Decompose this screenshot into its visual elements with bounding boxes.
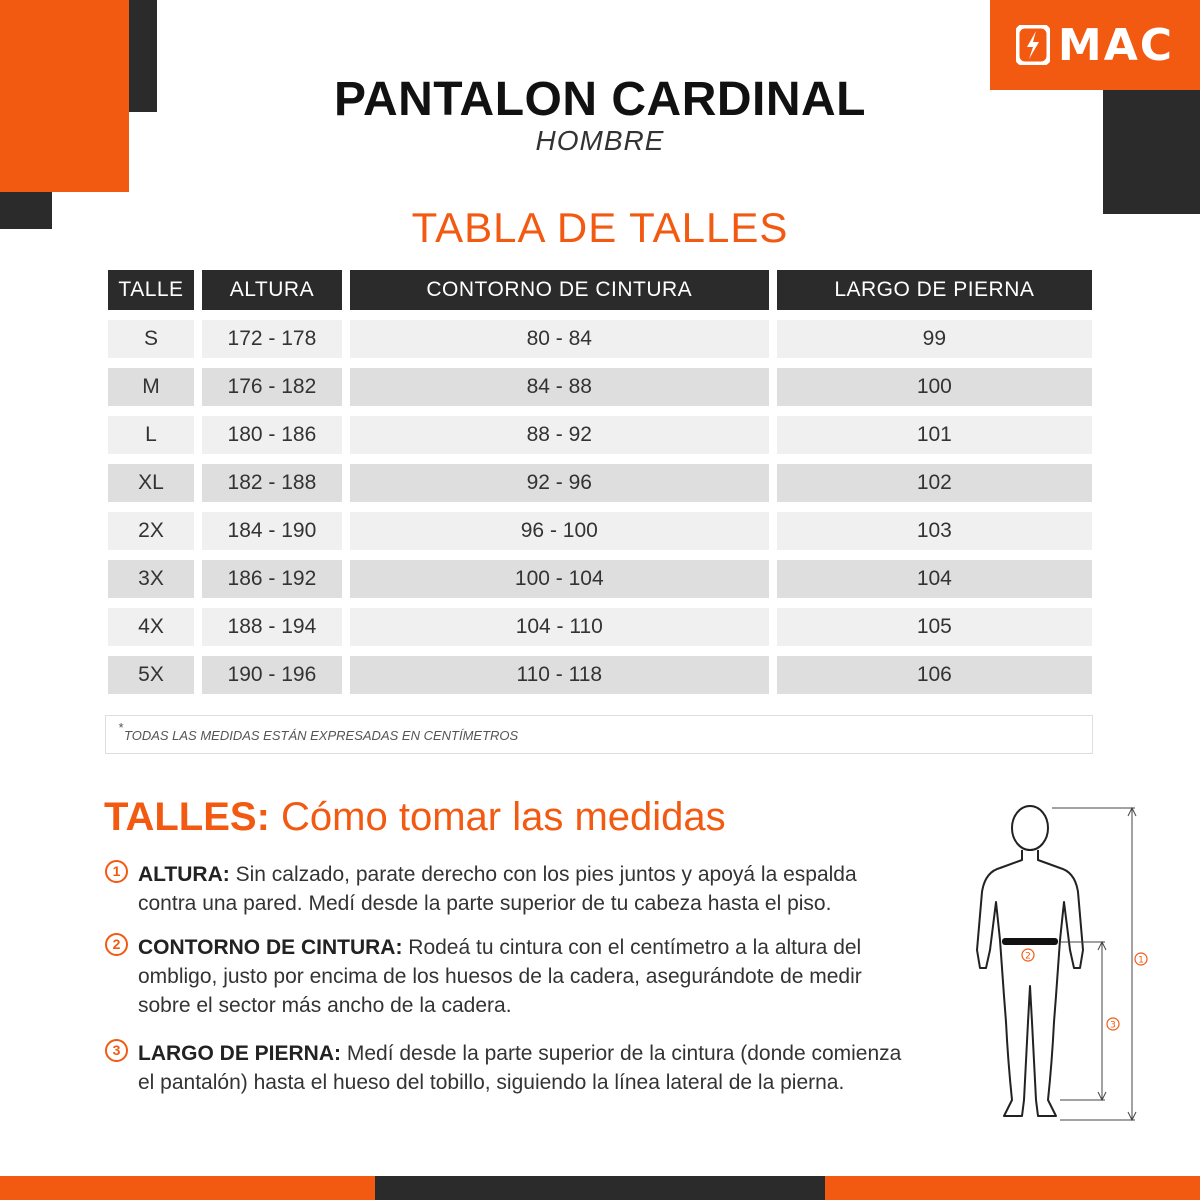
table-row [108,368,1092,406]
table-row [108,464,1092,502]
marker-2-icon [1022,949,1034,962]
marker-3-icon [1107,1018,1119,1031]
instruction-altura [105,860,920,918]
size-cell: 2X [108,512,194,550]
marker-3-label: 3 [1110,1020,1116,1031]
note-text: TODAS LAS MEDIDAS ESTÁN EXPRESADAS EN CENTÍMETROS [124,728,519,743]
waist-cell: 84 - 88 [350,368,769,406]
instruction-body: Medí desde la parte superior de la cintura (donde comienza el pantalón) hasta el hueso del tobillo, siguiendo la línea lateral de la pierna. [138,1042,902,1094]
height-cell: 188 - 194 [202,608,342,646]
decor-bottom-orange-left [0,1176,375,1200]
note-asterisk: * [118,720,124,735]
measurement-note [105,715,1093,754]
height-cell: 182 - 188 [202,464,342,502]
waist-cell: 110 - 118 [350,656,769,694]
size-table [100,260,1100,704]
number-3-icon: 3 [105,1039,128,1062]
waist-cell: 88 - 92 [350,416,769,454]
height-measure-line [1052,808,1136,1120]
size-table-title: TABLA DE TALLES [411,204,789,251]
leg-length-cell: 101 [777,416,1092,454]
height-cell: 184 - 190 [202,512,342,550]
instruction-body: Rodeá tu cintura con el centímetro a la altura del ombligo, justo por encima de los huesos de la cadera, asegurándote de medir sobre el sector más ancho de la cadera. [138,936,862,1017]
size-cell: M [108,368,194,406]
waist-cell: 100 - 104 [350,560,769,598]
table-row [108,656,1092,694]
waist-band [1002,938,1058,945]
waist-cell: 80 - 84 [350,320,769,358]
body-measurement-figure [960,800,1160,1130]
decor-bottom-orange-right [825,1176,1200,1200]
instruction-label: CONTORNO DE CINTURA: [138,936,403,959]
instruction-text [138,933,920,1020]
instruction-largo-pierna [105,1039,920,1097]
size-table-header [108,270,1092,310]
leg-length-cell: 106 [777,656,1092,694]
waist-cell: 96 - 100 [350,512,769,550]
instruction-body: Sin calzado, parate derecho con los pies juntos y apoyá la espalda contra una pared. Medí desde la parte superior de tu cabeza hasta el piso. [138,863,857,915]
table-row [108,512,1092,550]
marker-1-label: 1 [1138,955,1144,966]
page-title: PANTALON CARDINAL [334,73,866,126]
leg-length-cell: 102 [777,464,1092,502]
size-cell: 5X [108,656,194,694]
leg-length-cell: 99 [777,320,1092,358]
brand-name: MAC [1057,19,1175,71]
leg-measure-line [1060,942,1106,1100]
decor-bottom-dark-middle [375,1176,825,1200]
height-cell: 176 - 182 [202,368,342,406]
column-header-contorno-cintura: CONTORNO DE CINTURA [350,270,769,310]
size-cell: L [108,416,194,454]
height-cell: 172 - 178 [202,320,342,358]
table-row [108,560,1092,598]
page-subtitle: HOMBRE [535,125,665,156]
waist-cell: 104 - 110 [350,608,769,646]
table-row [108,416,1092,454]
size-cell: S [108,320,194,358]
howto-title-bold: TALLES: [104,795,270,839]
leg-length-cell: 104 [777,560,1092,598]
howto-title [104,795,726,840]
instruction-text [138,1039,920,1097]
leg-length-cell: 103 [777,512,1092,550]
marker-2-label: 2 [1025,951,1031,962]
instruction-label: LARGO DE PIERNA: [138,1042,342,1065]
leg-length-cell: 100 [777,368,1092,406]
height-cell: 190 - 196 [202,656,342,694]
instruction-label: ALTURA: [138,863,230,886]
leg-length-cell: 105 [777,608,1092,646]
column-header-largo-pierna: LARGO DE PIERNA [777,270,1092,310]
marker-1-icon [1135,953,1147,966]
size-cell: XL [108,464,194,502]
number-2-icon: 2 [105,933,128,956]
bolt-icon [1016,25,1050,65]
howto-title-rest: Cómo tomar las medidas [269,795,726,839]
column-header-talle: TALLE [108,270,194,310]
size-cell: 4X [108,608,194,646]
waist-cell: 92 - 96 [350,464,769,502]
column-header-altura: ALTURA [202,270,342,310]
instruction-contorno-cintura [105,933,920,1020]
instruction-text [138,860,920,918]
height-cell: 186 - 192 [202,560,342,598]
size-cell: 3X [108,560,194,598]
table-row [108,608,1092,646]
height-cell: 180 - 186 [202,416,342,454]
table-row [108,320,1092,358]
number-1-icon: 1 [105,860,128,883]
